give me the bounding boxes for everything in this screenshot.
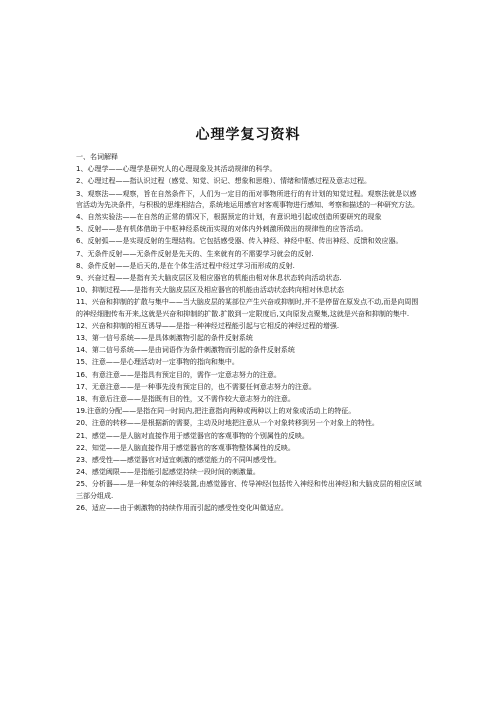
definition-item: 6、反射弧——是实现反射的生理结构。它包括感受器、传入神经、神经中枢、传出神经、反馈和效应器。 <box>76 237 403 246</box>
definition-item: 11、兴奋和抑制的扩散与集中——当大脑皮层的某部位产生兴奋或抑制时,并不是停留在原发点不动,而是向周围的神经细胞传布开来,这就是兴奋和抑制的扩散.扩散到一定限度后,又向原发点聚集,这就是兴奋和抑制的集中. <box>76 298 419 318</box>
definition-item: 24、感觉阈限——是指能引起感觉持续一段时间的刺激量。 <box>76 468 260 477</box>
definition-item: 8、条件反射——是后天的,是在个体生活过程中经过学习而形成的反射. <box>76 261 295 270</box>
definition-item: 3、观察法——观察，旨在自然条件下，人们为一定目的而对事物所进行的有计划的知觉过程。观察法就是以感官活动为先决条件，与积极的思维相结合，系统地运用感官对客观事物进行感知、考察和描述的一种研究方法。 <box>76 189 419 209</box>
definition-item: 4、自然实验法——在自然的正常的情况下，根据预定的计划，有意识地引起或创造所要研究的现象 <box>76 213 382 222</box>
document-body <box>76 152 422 515</box>
definition-item: 23、感受性——感觉器官对适宜刺激的感觉能力的不同叫感受性。 <box>76 456 281 465</box>
definition-item: 7、无条件反射——无条件反射是先天的、生来就有的不需要学习就会的反射. <box>76 249 314 258</box>
definition-item: 9、兴奋过程——是指有关大脑皮层区及相应器官的机能由相对休息状态转向活动状态. <box>76 274 342 283</box>
definition-item: 26、适应——由于刺激物的持续作用而引起的感受性变化叫做适应。 <box>76 503 288 512</box>
definition-item: 15、注意——是心理活动对一定事物的指向和集中。 <box>76 358 239 367</box>
definition-item: 21、感觉——是人脑对直接作用于感觉器官的客观事物的个别属性的反映。 <box>76 431 309 440</box>
section-heading: 一、名词解释 <box>76 153 118 161</box>
definition-item: 12、兴奋和抑制的相互诱导——是指一种神经过程能引起与它相反的神经过程的增强. <box>76 321 340 330</box>
document-title: 心理学复习资料 <box>195 127 301 143</box>
definition-item: 5、反射——是有机体借助于中枢神经系统而实现的对体内外刺激所做出的规律性的应答活动。 <box>76 225 368 234</box>
definition-item: 13、第一信号系统——是具体刺激物引起的条件反射系统 <box>76 334 253 343</box>
definition-item: 20、注意的转移——是根据新的需要，主动及时地把注意从一个对象转移到另一个对象上的特性。 <box>76 419 379 428</box>
definition-item: 10、抑制过程——是指有关大脑皮层区及相应器官的机能由活动状态转向相对休息状态 <box>76 286 344 295</box>
definition-item: 17、无意注意——是一种事先没有预定目的，也不需要任何意志努力的注意。 <box>76 382 316 391</box>
definition-item: 14、第二信号系统——是由词语作为条件刺激物而引起的条件反射系统 <box>76 346 295 355</box>
definition-item: 18、有意后注意——是指既有目的性，又不需作较大意志努力的注意。 <box>76 395 295 404</box>
definition-item: 16、有意注意——是指具有预定目的，需作一定意志努力的注意。 <box>76 370 281 379</box>
definition-item: 25、分析器——是一种复杂的神经装置,由感觉器官、传导神经(包括传入神经和传出神经)和大脑皮层的相应区域三部分组成. <box>76 480 422 500</box>
definition-item: 2、心理过程——指认识过程（感觉、知觉、识记、想象和思维）、情绪和情感过程及意志过程。 <box>76 177 371 186</box>
definition-item: 22、知觉——是人脑直接作用于感觉器官的客观事物整体属性的反映。 <box>76 443 295 452</box>
definition-list <box>76 164 422 514</box>
definition-item: 1、心理学——心理学是研究人的心理现象及其活动规律的科学。 <box>76 165 277 174</box>
definition-item: 19.注意的分配——是指在同一时间内,把注意指向两种或两种以上的对象或活动上的特征。 <box>76 407 356 416</box>
